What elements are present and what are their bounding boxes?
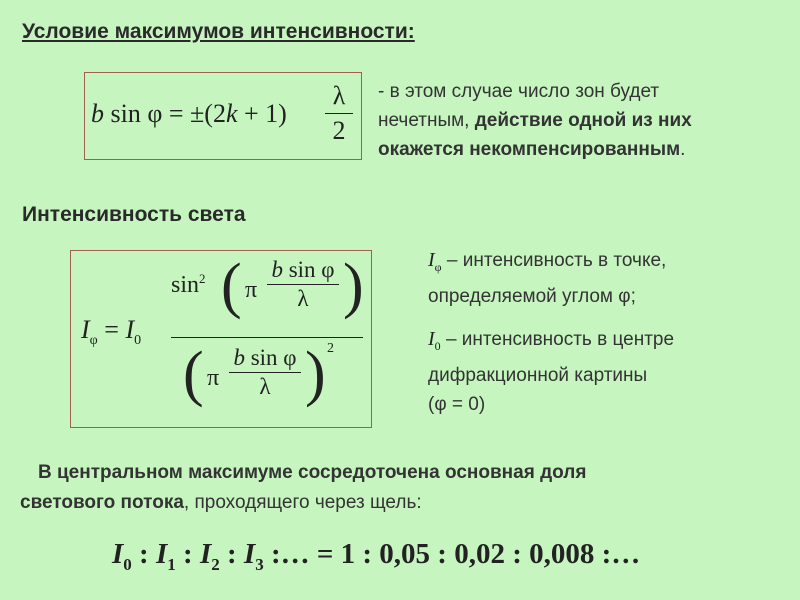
- formula-box-maxima: [84, 72, 362, 160]
- maxima-note-period: .: [680, 139, 686, 160]
- sinphi-den: sin φ: [244, 345, 297, 370]
- ratio-sub2: 2: [211, 554, 220, 574]
- pi-den: π: [207, 365, 220, 391]
- sin-power: 2: [199, 271, 206, 286]
- intensity-ratio: [112, 538, 640, 575]
- formula-fraction: [325, 81, 353, 146]
- note-sub-phi: φ: [434, 259, 442, 274]
- outer-power: 2: [327, 341, 334, 356]
- maxima-note-line2-bold: действие одной из них: [474, 110, 692, 131]
- note-item1-line2: определяемой углом φ;: [428, 285, 636, 307]
- fraction-denominator: 2: [332, 116, 346, 145]
- note-item2-line2: дифракционной картины: [428, 364, 648, 386]
- intensity-notes: [428, 246, 788, 419]
- ratio-sep3: :: [219, 538, 244, 570]
- note-symbol-I: I: [428, 249, 435, 271]
- var-b-num: b: [271, 257, 283, 282]
- ratio-I0: I: [112, 538, 124, 570]
- note-item2-line1: – интенсивность в центре: [440, 328, 675, 350]
- ratio-sub3: 3: [255, 554, 264, 574]
- paren-left-num: (: [221, 252, 242, 320]
- formula-intensity-lhs: [81, 315, 141, 349]
- section-heading-intensity: Интенсивность света: [22, 203, 246, 226]
- formula-maxima: [91, 99, 287, 129]
- equals-sign: =: [97, 315, 126, 344]
- sinphi-num: sin φ: [282, 257, 335, 282]
- formula-box-intensity: [70, 250, 372, 428]
- maxima-note-line3-bold: окажется некомпенсированным: [378, 139, 681, 160]
- note-I0: [428, 325, 788, 361]
- sin-text: sin: [171, 272, 200, 298]
- formula-var-k: k: [225, 99, 238, 128]
- ratio-sep1: :: [131, 538, 156, 570]
- subscript-zero: 0: [134, 333, 142, 349]
- ratio-I1: I: [155, 538, 168, 570]
- maxima-note-line2-normal: нечетным,: [378, 110, 475, 131]
- inner-bar-den: [229, 372, 301, 373]
- section-heading-maxima: Условие максимумов интенсивности:: [22, 20, 415, 43]
- formula-sin-phi: sin φ = ±(2: [104, 99, 226, 128]
- central-max-statement: [20, 458, 790, 518]
- formula-var-b: b: [91, 99, 104, 128]
- note-item2-line3: (φ = 0): [428, 393, 486, 415]
- maxima-note-line1: - в этом случае число зон будет: [378, 81, 660, 102]
- maxima-note: [378, 77, 788, 164]
- pi-num: π: [245, 277, 258, 303]
- lambda-den: λ: [259, 374, 271, 399]
- symbol-I-phi: I: [81, 315, 90, 344]
- fraction-numerator: λ: [332, 81, 346, 110]
- inner-fraction-num: [267, 257, 339, 312]
- ratio-sub1: 1: [167, 554, 176, 574]
- fraction-bar: [325, 113, 353, 114]
- central-max-line2-bold: светового потока: [20, 492, 184, 513]
- lambda-num: λ: [297, 286, 309, 311]
- inner-bar-num: [267, 284, 339, 285]
- ratio-values: :… = 1 : 0,05 : 0,02 : 0,008 :…: [263, 538, 641, 570]
- ratio-sep2: :: [175, 538, 200, 570]
- note-sub-zero: 0: [434, 338, 441, 353]
- central-max-line1: В центральном максимуме сосредоточена основная доля: [38, 462, 587, 483]
- note-item1-line1: – интенсивность в точке,: [441, 250, 667, 271]
- paren-left-den: (: [183, 340, 204, 408]
- formula-rest: + 1): [237, 99, 287, 128]
- note-symbol-I0: I: [428, 327, 435, 350]
- var-b-den: b: [233, 345, 245, 370]
- ratio-I3: I: [243, 538, 256, 570]
- symbol-I0: I: [125, 315, 135, 344]
- note-I-phi: [428, 246, 788, 282]
- ratio-sub0: 0: [123, 554, 132, 574]
- ratio-I2: I: [199, 538, 212, 570]
- inner-fraction-den: [229, 345, 301, 400]
- paren-right-den: ): [305, 340, 326, 408]
- central-max-line2-normal: , проходящего через щель:: [183, 492, 422, 513]
- numerator-sin: [171, 271, 206, 299]
- subscript-phi: φ: [89, 333, 98, 349]
- main-fraction-bar: [171, 337, 363, 338]
- paren-right-num: ): [343, 252, 364, 320]
